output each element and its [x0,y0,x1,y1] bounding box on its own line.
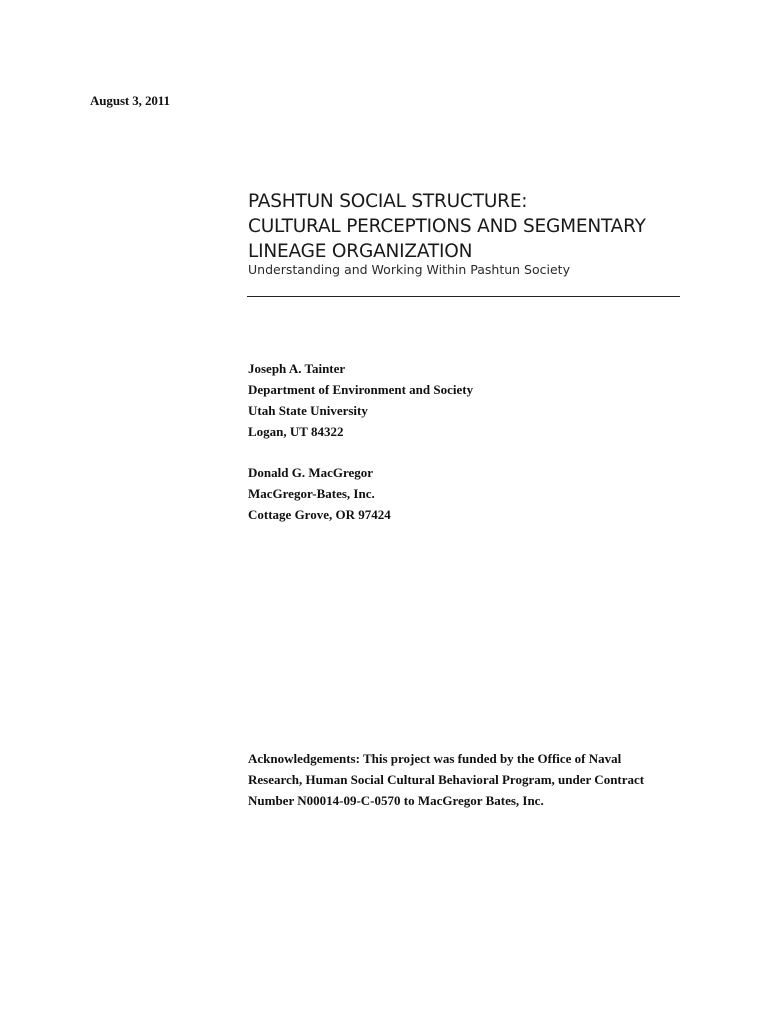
acknowledgements-line-3: Number N00014-09-C-0570 to MacGregor Bates, Inc. [248,793,544,808]
subtitle: Understanding and Working Within Pashtun Society [248,262,570,277]
author-location: Logan, UT 84322 [248,424,344,439]
author-block-macgregor [248,462,391,525]
title-block [248,189,688,278]
title-line-2: CULTURAL PERCEPTIONS AND SEGMENTARY [248,216,646,237]
acknowledgements-paragraph [248,748,688,811]
acknowledgements-line-1: Acknowledgements: This project was funded by the Office of Naval [248,751,622,766]
author-institution: MacGregor-Bates, Inc. [248,486,375,501]
author-department: Department of Environment and Society [248,382,474,397]
author-location: Cottage Grove, OR 97424 [248,507,391,522]
document-date: August 3, 2011 [90,93,170,108]
title-divider [247,296,680,297]
acknowledgements-line-2: Research, Human Social Cultural Behavioral Program, under Contract [248,772,645,787]
author-block-tainter [248,358,473,442]
author-name: Donald G. MacGregor [248,465,374,480]
author-institution: Utah State University [248,403,368,418]
title-line-1: PASHTUN SOCIAL STRUCTURE: [248,191,528,212]
title-line-3: LINEAGE ORGANIZATION [248,241,473,262]
author-name: Joseph A. Tainter [248,361,346,376]
